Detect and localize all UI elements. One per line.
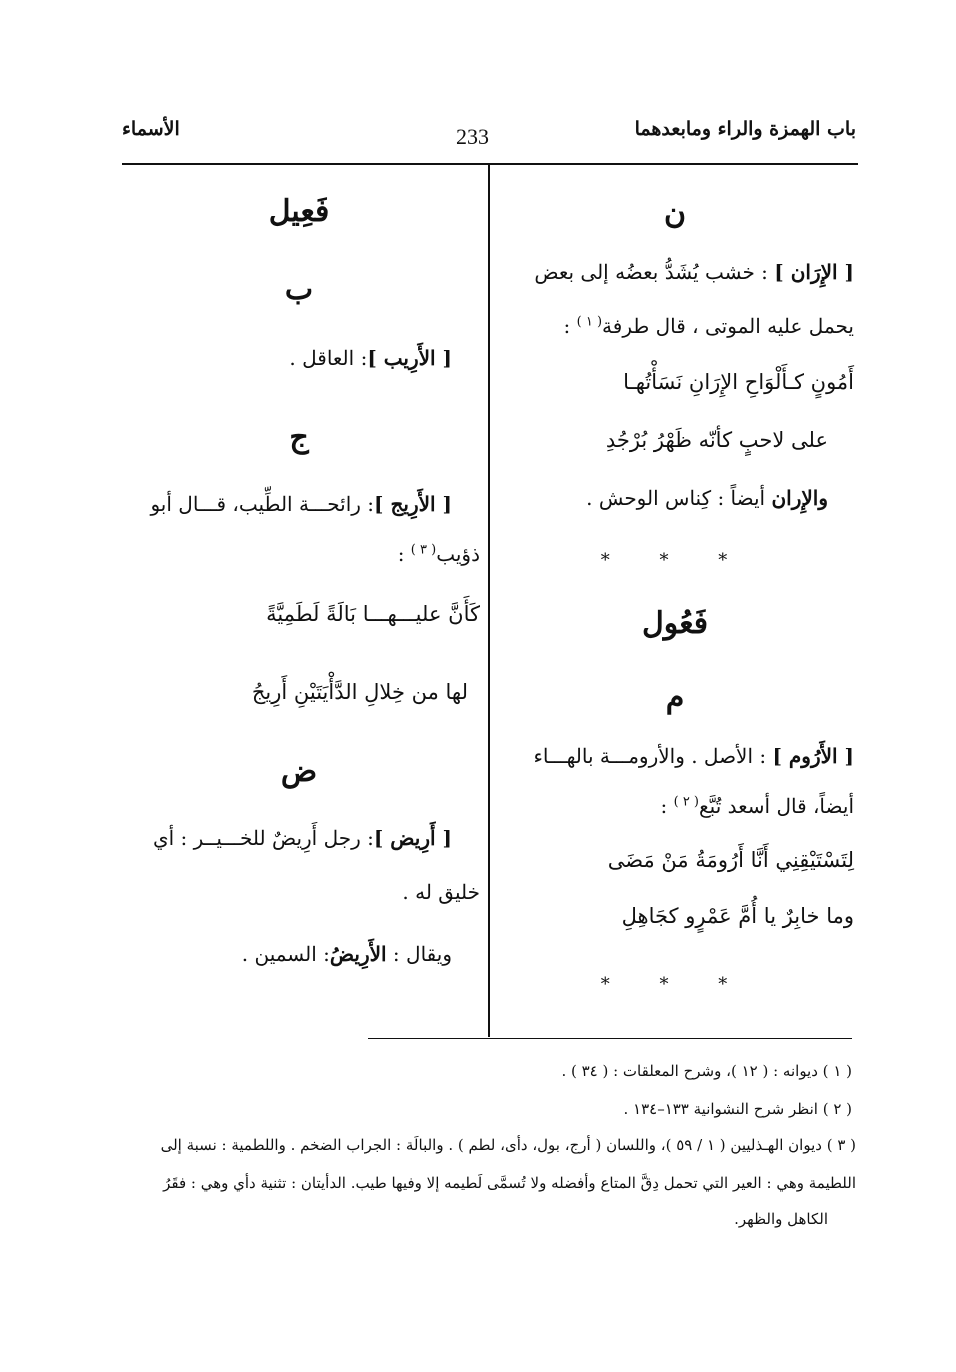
- verse-line: أَمُونٍ كـأَلْوَاحِ الإِرَانِ نَسَأْتُهـا: [623, 370, 854, 394]
- entry-text: يحمل عليه الموتى ، قال طرفة: [602, 314, 854, 338]
- footnote-3-line3: الكاهل والظهر.: [734, 1210, 828, 1228]
- entry-arij-line2: [398, 542, 480, 566]
- entry-urum-line2: [660, 794, 854, 818]
- entry-definition: : رجل أَرِيضٌ للخـــيــر : أي: [152, 826, 374, 850]
- entry-text: ويقال :: [386, 942, 452, 966]
- verse-line: كَأَنَّ عليـــهـــا بَالَةً لَطَمِيَّةً: [266, 602, 480, 626]
- section-separator: * * *: [600, 550, 750, 571]
- footnote-rule: [368, 1038, 852, 1039]
- colon: :: [660, 794, 674, 818]
- footnote-3: ( ٣ ) ديوان الهـذليين ( ١ / ٥٩ )، واللسان ( أرج، بول، دأى، لطم ) . والبالَة : الجراب الضخم . واللطمية : نسبة إلى: [160, 1136, 856, 1154]
- entry-definition: : العاقل .: [289, 346, 368, 370]
- letter-heading-dad: ض: [280, 754, 318, 789]
- entry-iran-also: [586, 486, 828, 510]
- entry-arid: [153, 826, 452, 850]
- pattern-heading-fail: فَعِيل: [268, 194, 330, 229]
- letter-heading-jim: ج: [289, 420, 309, 455]
- entry-definition: : رائحـــة الطِّيب، قـــال أبو: [150, 492, 375, 516]
- entry-arij: [150, 492, 452, 516]
- verse-line: على لاحبٍ كأنّه ظَهْرُ بُرْجُدِ: [605, 428, 828, 452]
- right-column: [496, 180, 854, 1030]
- entry-definition: : السمين .: [241, 942, 330, 966]
- colon: :: [397, 542, 411, 566]
- colon: :: [563, 314, 577, 338]
- entry-term: [ الأَرِيج ]: [374, 492, 452, 516]
- entry-urum: [534, 744, 855, 768]
- entry-text: ذؤيب: [436, 542, 480, 566]
- letter-heading-nun: ن: [663, 196, 687, 231]
- footnote-ref-1: ( ١ ): [576, 314, 603, 330]
- entry-term: [ الأَرُوم ]: [772, 744, 854, 768]
- letter-heading-ba: ب: [284, 272, 314, 307]
- entry-term: الأَرِيضُ: [329, 942, 387, 966]
- letter-heading-mim: م: [665, 680, 685, 715]
- footnote-ref-2: ( ٢ ): [673, 794, 700, 810]
- footnote-2: ( ٢ ) انظر شرح النشوانية ١٣٣–١٣٤ .: [623, 1100, 852, 1118]
- entry-arib: [289, 346, 452, 370]
- entry-definition: : خشب يُشَدُّ بعضُه إلى بعض: [534, 260, 768, 284]
- verse-line: وما خابِرٌ يا أُمَّ عَمْرٍو كجَاهِلِ: [621, 904, 854, 928]
- left-column: [118, 180, 480, 1030]
- pattern-heading-fauul: فَعُول: [641, 606, 709, 641]
- verse-line: لِتَسْتَيْقِنِي أَنَّا أَرُومَةُ مَنْ مَضَى: [607, 848, 854, 872]
- entry-iran-line2: [564, 314, 854, 338]
- entry-definition: : الأصل . والأرومـــة بالهـــاء: [533, 744, 767, 768]
- page-number: 233: [456, 124, 489, 149]
- footnote-1: ( ١ ) ديوانه : ( ١٢ )، وشرح المعلقات : ( ٣٤ ) .: [561, 1062, 852, 1080]
- footnote-3-line2: اللطيمة وهي : العير التي تحمل دِقَّ المتاع وأفضله ولا تُسمَّى لَطيمه إلا وفيها طيب. الدأيتان : تثنية دأي وهي : فقَرُ: [163, 1174, 856, 1192]
- entry-text: أيضاً، قال أسعد تُبَّع: [699, 794, 854, 818]
- chapter-title: باب الهمزة والراء ومابعدهما: [634, 118, 856, 140]
- header-rule: [122, 163, 858, 165]
- entry-arid-line2: خليق له .: [402, 880, 480, 904]
- section-separator: * * *: [600, 974, 750, 995]
- entry-term: [ أَرِيض ]: [373, 826, 452, 850]
- entry-arid-also: [242, 942, 452, 966]
- column-divider: [488, 165, 490, 1037]
- verse-line: لها من خِلالِ الدَّأْيَتَيْنِ أَرِيجُ: [251, 680, 468, 704]
- entry-term: [ الإِرَان ]: [774, 260, 854, 284]
- section-title: الأسماء: [122, 118, 180, 140]
- entry-term: [ الأَرِيب ]: [367, 346, 452, 370]
- entry-iran: [534, 260, 854, 284]
- entry-definition: أيضاً : كِناس الوحش .: [586, 486, 772, 510]
- entry-term: والإِران: [771, 486, 828, 510]
- footnote-ref-3: ( ٣ ): [410, 542, 437, 558]
